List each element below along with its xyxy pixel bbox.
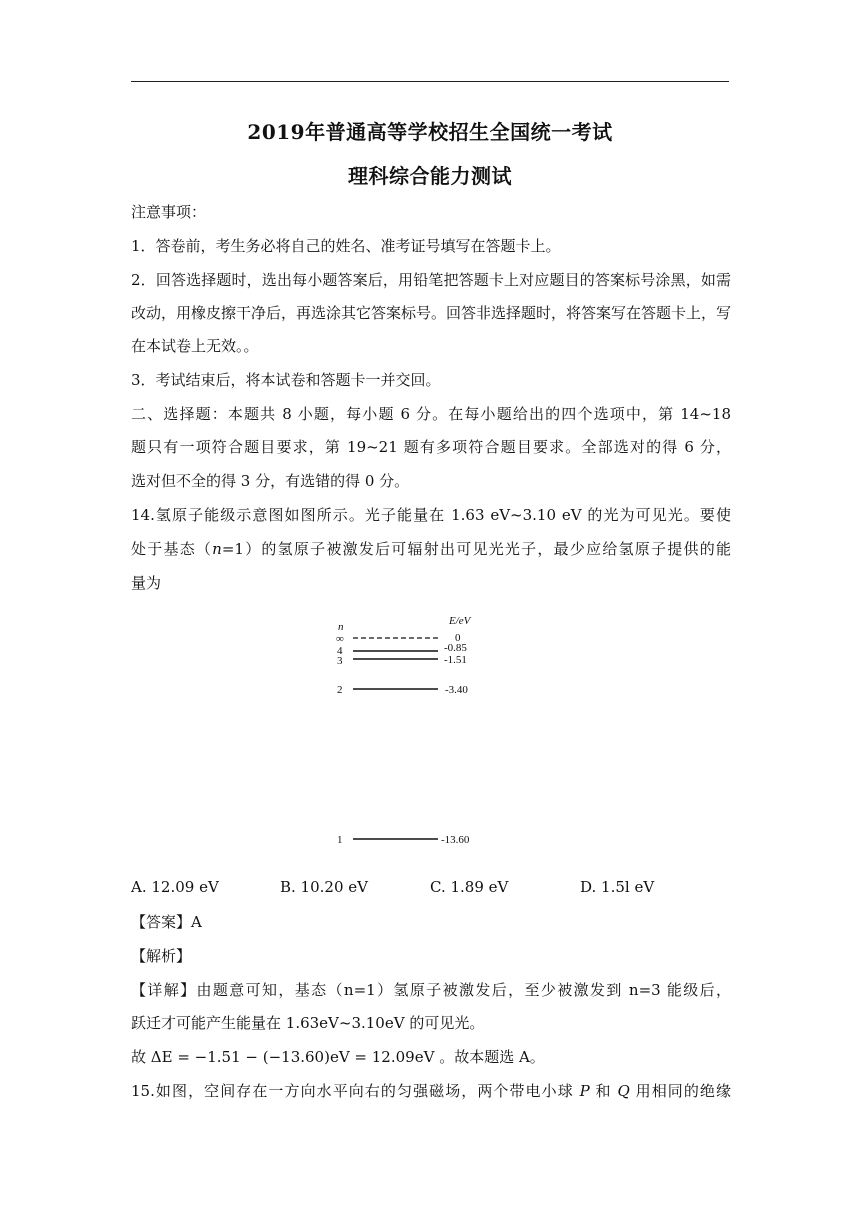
analysis-label: 【解析】 (131, 947, 192, 965)
detail-line-2: 跃迁才可能产生能量在 1.63eV~3.10eV 的可见光。 (131, 1014, 485, 1032)
option-b: B. 10.20 eV (280, 878, 368, 896)
notice-item-2-line-3: 在本试卷上无效。。 (131, 337, 259, 355)
section-instructions-line-1: 二、选择题：本题共 8 小题，每小题 6 分。在每小题给出的四个选项中，第 14~18 (131, 405, 731, 423)
option-d: D. 1.5l eV (580, 878, 655, 896)
section-instructions-line-2: 题只有一项符合题目要求，第 19~21 题有多项符合题目要求。全部选对的得 6 分， (131, 438, 731, 456)
answer: 【答案】A (131, 913, 202, 931)
notice-item-2-line-1: 2．回答选择题时，选出每小题答案后，用铅笔把答题卡上对应题目的答案标号涂黑，如需 (131, 271, 731, 289)
exam-title: 2019年普通高等学校招生全国统一考试 (247, 120, 613, 144)
option-a: A. 12.09 eV (131, 878, 219, 896)
energy-axis-label: E/eV (449, 615, 471, 627)
notice-item-3: 3．考试结束后，将本试卷和答题卡一并交回。 (131, 371, 441, 389)
question-14-stem-line-3: 量为 (131, 574, 162, 592)
calculation-line: 故 ΔE = −1.51 − (−13.60)eV = 12.09eV 。故本题选 A。 (131, 1048, 545, 1066)
notice-item-1: 1．答卷前，考生务必将自己的姓名、准考证号填写在答题卡上。 (131, 237, 561, 255)
question-15-stem-line-1: 15.如图，空间存在一方向水平向右的匀强磁场，两个带电小球 P 和 Q 用相同的绝缘 (131, 1082, 731, 1100)
notice-heading: 注意事项： (131, 203, 207, 221)
header-rule (131, 81, 729, 82)
level-2-n: 2 (337, 684, 343, 696)
question-14-stem-line-2: 处于基态（n=1）的氢原子被激发后可辐射出可见光光子，最少应给氢原子提供的能 (131, 540, 731, 558)
level-inf-n: ∞ (336, 633, 344, 645)
energy-formula: ΔE = −1.51 − (−13.60)eV = 12.09eV (150, 1048, 435, 1066)
notice-item-2-line-2: 改动，用橡皮擦干净后，再选涂其它答案标号。回答非选择题时，将答案写在答题卡上，写 (131, 304, 732, 322)
level-2-energy: -3.40 (445, 684, 468, 696)
option-c: C. 1.89 eV (430, 878, 509, 896)
level-3-n: 3 (337, 655, 343, 667)
section-instructions-line-3: 选对但不全的得 3 分，有选错的得 0 分。 (131, 472, 410, 490)
detail-line-1: 【详解】由题意可知，基态（n=1）氢原子被激发后，至少被激发到 n=3 能级后， (131, 981, 731, 999)
energy-level-diagram (320, 605, 520, 850)
question-14-stem-line-1: 14.氢原子能级示意图如图所示。光子能量在 1.63 eV~3.10 eV 的光为可见光。要使 (131, 506, 731, 524)
n-axis-label: n (338, 621, 344, 633)
exam-subtitle: 理科综合能力测试 (348, 164, 512, 188)
level-3-energy: -1.51 (444, 654, 467, 666)
level-4-n: 4 (337, 645, 343, 657)
level-inf-energy: 0 (455, 632, 461, 644)
level-4-energy: -0.85 (444, 642, 467, 654)
level-1-energy: -13.60 (441, 834, 470, 846)
level-1-n: 1 (337, 834, 343, 846)
